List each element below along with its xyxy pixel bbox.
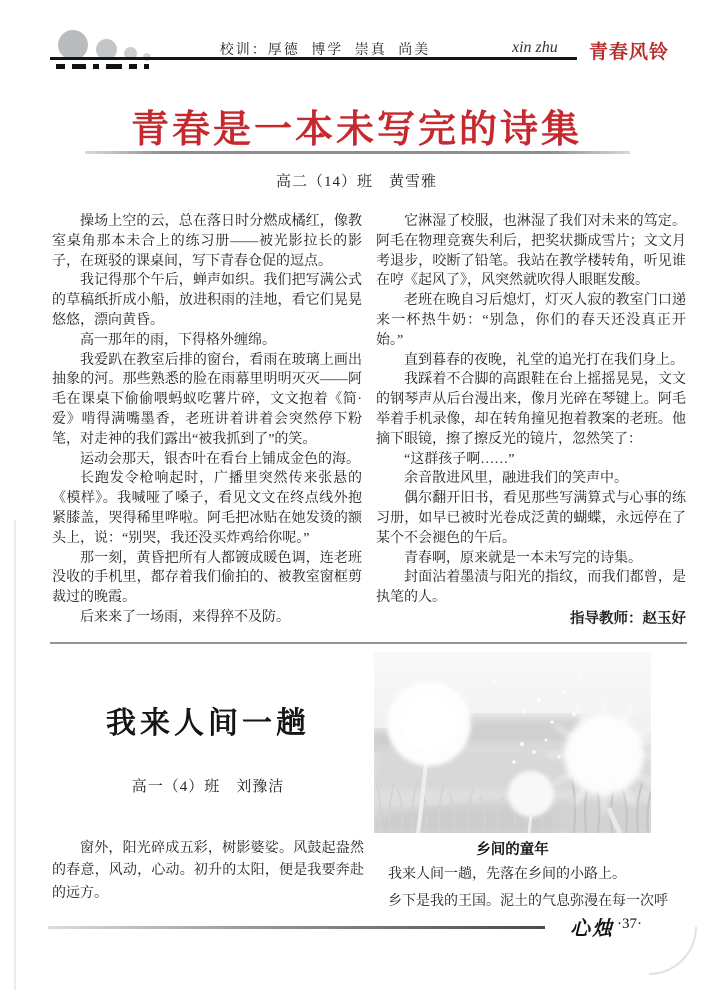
paragraph: 我踩着不合脚的高跟鞋在台上摇摇晃晃，文文的钢琴声从后台漫出来，像月光碎在琴键上。阿毛举着手机录像，却在转角撞见抱着教案的老班。他摘下眼镜，擦了擦反光的镜片，忽然笑了： bbox=[376, 372, 686, 447]
paragraph: 操场上空的云，总在落日时分燃成橘红，像教室桌角那本未合上的练习册——被光影拉长的影子，在斑驳的课桌间，写下青春仓促的逗点。 bbox=[52, 214, 362, 269]
article-separator-rule bbox=[50, 642, 687, 644]
paragraph: 余音散进风里，融进我们的笑声中。 bbox=[404, 471, 628, 487]
article2-byline: 高一（4）班 刘豫洁 bbox=[131, 779, 285, 795]
dash-icon bbox=[72, 64, 86, 69]
paragraph: 那一刻，黄昏把所有人都镀成暖色调，连老班没收的手机里，都存着我们偷拍的、被教室窗框剪裁过的晚霞。 bbox=[52, 550, 362, 606]
paragraph: 青春啊，原来就是一本未写完的诗集。 bbox=[404, 550, 642, 566]
teacher-credit: 指导教师：赵玉好 bbox=[570, 610, 686, 627]
paragraph: 后来来了一场雨，来得猝不及防。 bbox=[80, 609, 290, 625]
paragraph: 乡下是我的王国。泥土的气息弥漫在每一次呼 bbox=[388, 894, 668, 910]
paragraph: 老班在晚自习后熄灯，灯灭人寂的教室门口递来一杯热牛奶：“别急，你们的春天还没真正开始。” bbox=[376, 293, 686, 348]
paragraph: “这群孩子啊……” bbox=[404, 451, 515, 467]
paragraph: 我来人间一趟，先落在乡间的小路上。 bbox=[388, 867, 626, 882]
paragraph: 高一那年的雨，下得格外缠绵。 bbox=[80, 332, 276, 348]
header-dashes-decoration bbox=[56, 64, 149, 69]
dash-icon bbox=[56, 64, 65, 69]
page-number: ·37· bbox=[617, 916, 642, 932]
article1-title-rule bbox=[85, 151, 630, 154]
article1-byline: 高二（14）班 黄雪雅 bbox=[275, 174, 437, 190]
header-dot-icon bbox=[58, 30, 88, 60]
article1-title: 青春是一本未写完的诗集 bbox=[130, 109, 582, 151]
paragraph: 封面沾着墨渍与阳光的指纹，而我们都曾，是执笔的人。 bbox=[376, 570, 686, 606]
paragraph: 我记得那个午后，蝉声如织。我们把写满公式的草稿纸折成小船，放进积雨的洼地，看它们晃晃悠悠，漂向黄昏。 bbox=[52, 273, 362, 328]
page-curl-decoration bbox=[649, 927, 697, 975]
paragraph: 偶尔翻开旧书，看见那些写满算式与心事的练习册，如早已被时光卷成泛黄的蝴蝶，永远停在了某个不会褪色的午后。 bbox=[376, 491, 686, 546]
article1-body bbox=[52, 212, 686, 630]
magazine-name: 青春风铃 bbox=[589, 42, 670, 63]
journal-name: 心烛 bbox=[570, 918, 614, 940]
scan-edge-line bbox=[14, 520, 16, 990]
paragraph: 运动会那天，银杏叶在看台上铺成金色的海。 bbox=[80, 451, 360, 467]
dash-icon bbox=[93, 64, 99, 69]
paragraph: 我爱趴在教室后排的窗台，看雨在玻璃上画出抽象的河。那些熟悉的脸在雨幕里明明灭灭——阿毛在课桌下偷偷喂蚂蚁吃薯片碎，文文抱着《简·爱》啃得满嘴墨香，老班讲着讲着会突然停下粉笔，对走神的我们露出“被我抓到了”的笑。 bbox=[52, 352, 362, 447]
article2-header-block bbox=[52, 688, 364, 905]
article2-title: 我来人间一趟 bbox=[106, 707, 310, 740]
footer-rule bbox=[48, 926, 545, 929]
school-motto: 校训：厚德 博学 崇真 尚美 bbox=[219, 43, 431, 58]
dash-icon bbox=[144, 64, 149, 69]
dandelion-photo bbox=[374, 652, 651, 833]
photo-caption: 乡间的童年 bbox=[476, 842, 549, 858]
paragraph: 直到暮春的夜晚，礼堂的追光打在我们身上。 bbox=[404, 352, 684, 368]
dandelion-photo-art bbox=[374, 652, 651, 833]
paragraph: 窗外，阳光碎成五彩，树影婆娑。风鼓起盎然的春意，风动，心动。初升的太阳，便是我要奔赴的远方。 bbox=[52, 841, 364, 901]
magazine-pinyin: xin zhu bbox=[512, 39, 558, 56]
paragraph: 它淋湿了校服，也淋湿了我们对未来的笃定。阿毛在物理竞赛失利后，把奖状撕成雪片；文文月考退步，咬断了铅笔。我站在教学楼转角，听见谁在哼《起风了》，风突然就吹得人眼眶发酸。 bbox=[376, 214, 686, 289]
article1-right-column bbox=[376, 212, 686, 630]
article1-left-column bbox=[52, 212, 362, 630]
article2-photo-block bbox=[374, 652, 686, 914]
dash-icon bbox=[106, 64, 122, 69]
dash-icon bbox=[129, 64, 137, 69]
paragraph: 长跑发令枪响起时，广播里突然传来张悬的《模样》。我喊哑了嗓子，看见文文在终点线外抱紧膝盖，哭得稀里哗啦。阿毛把冰贴在她发烫的额头上，说：“别哭，我还没买炸鸡给你呢。” bbox=[52, 471, 362, 546]
